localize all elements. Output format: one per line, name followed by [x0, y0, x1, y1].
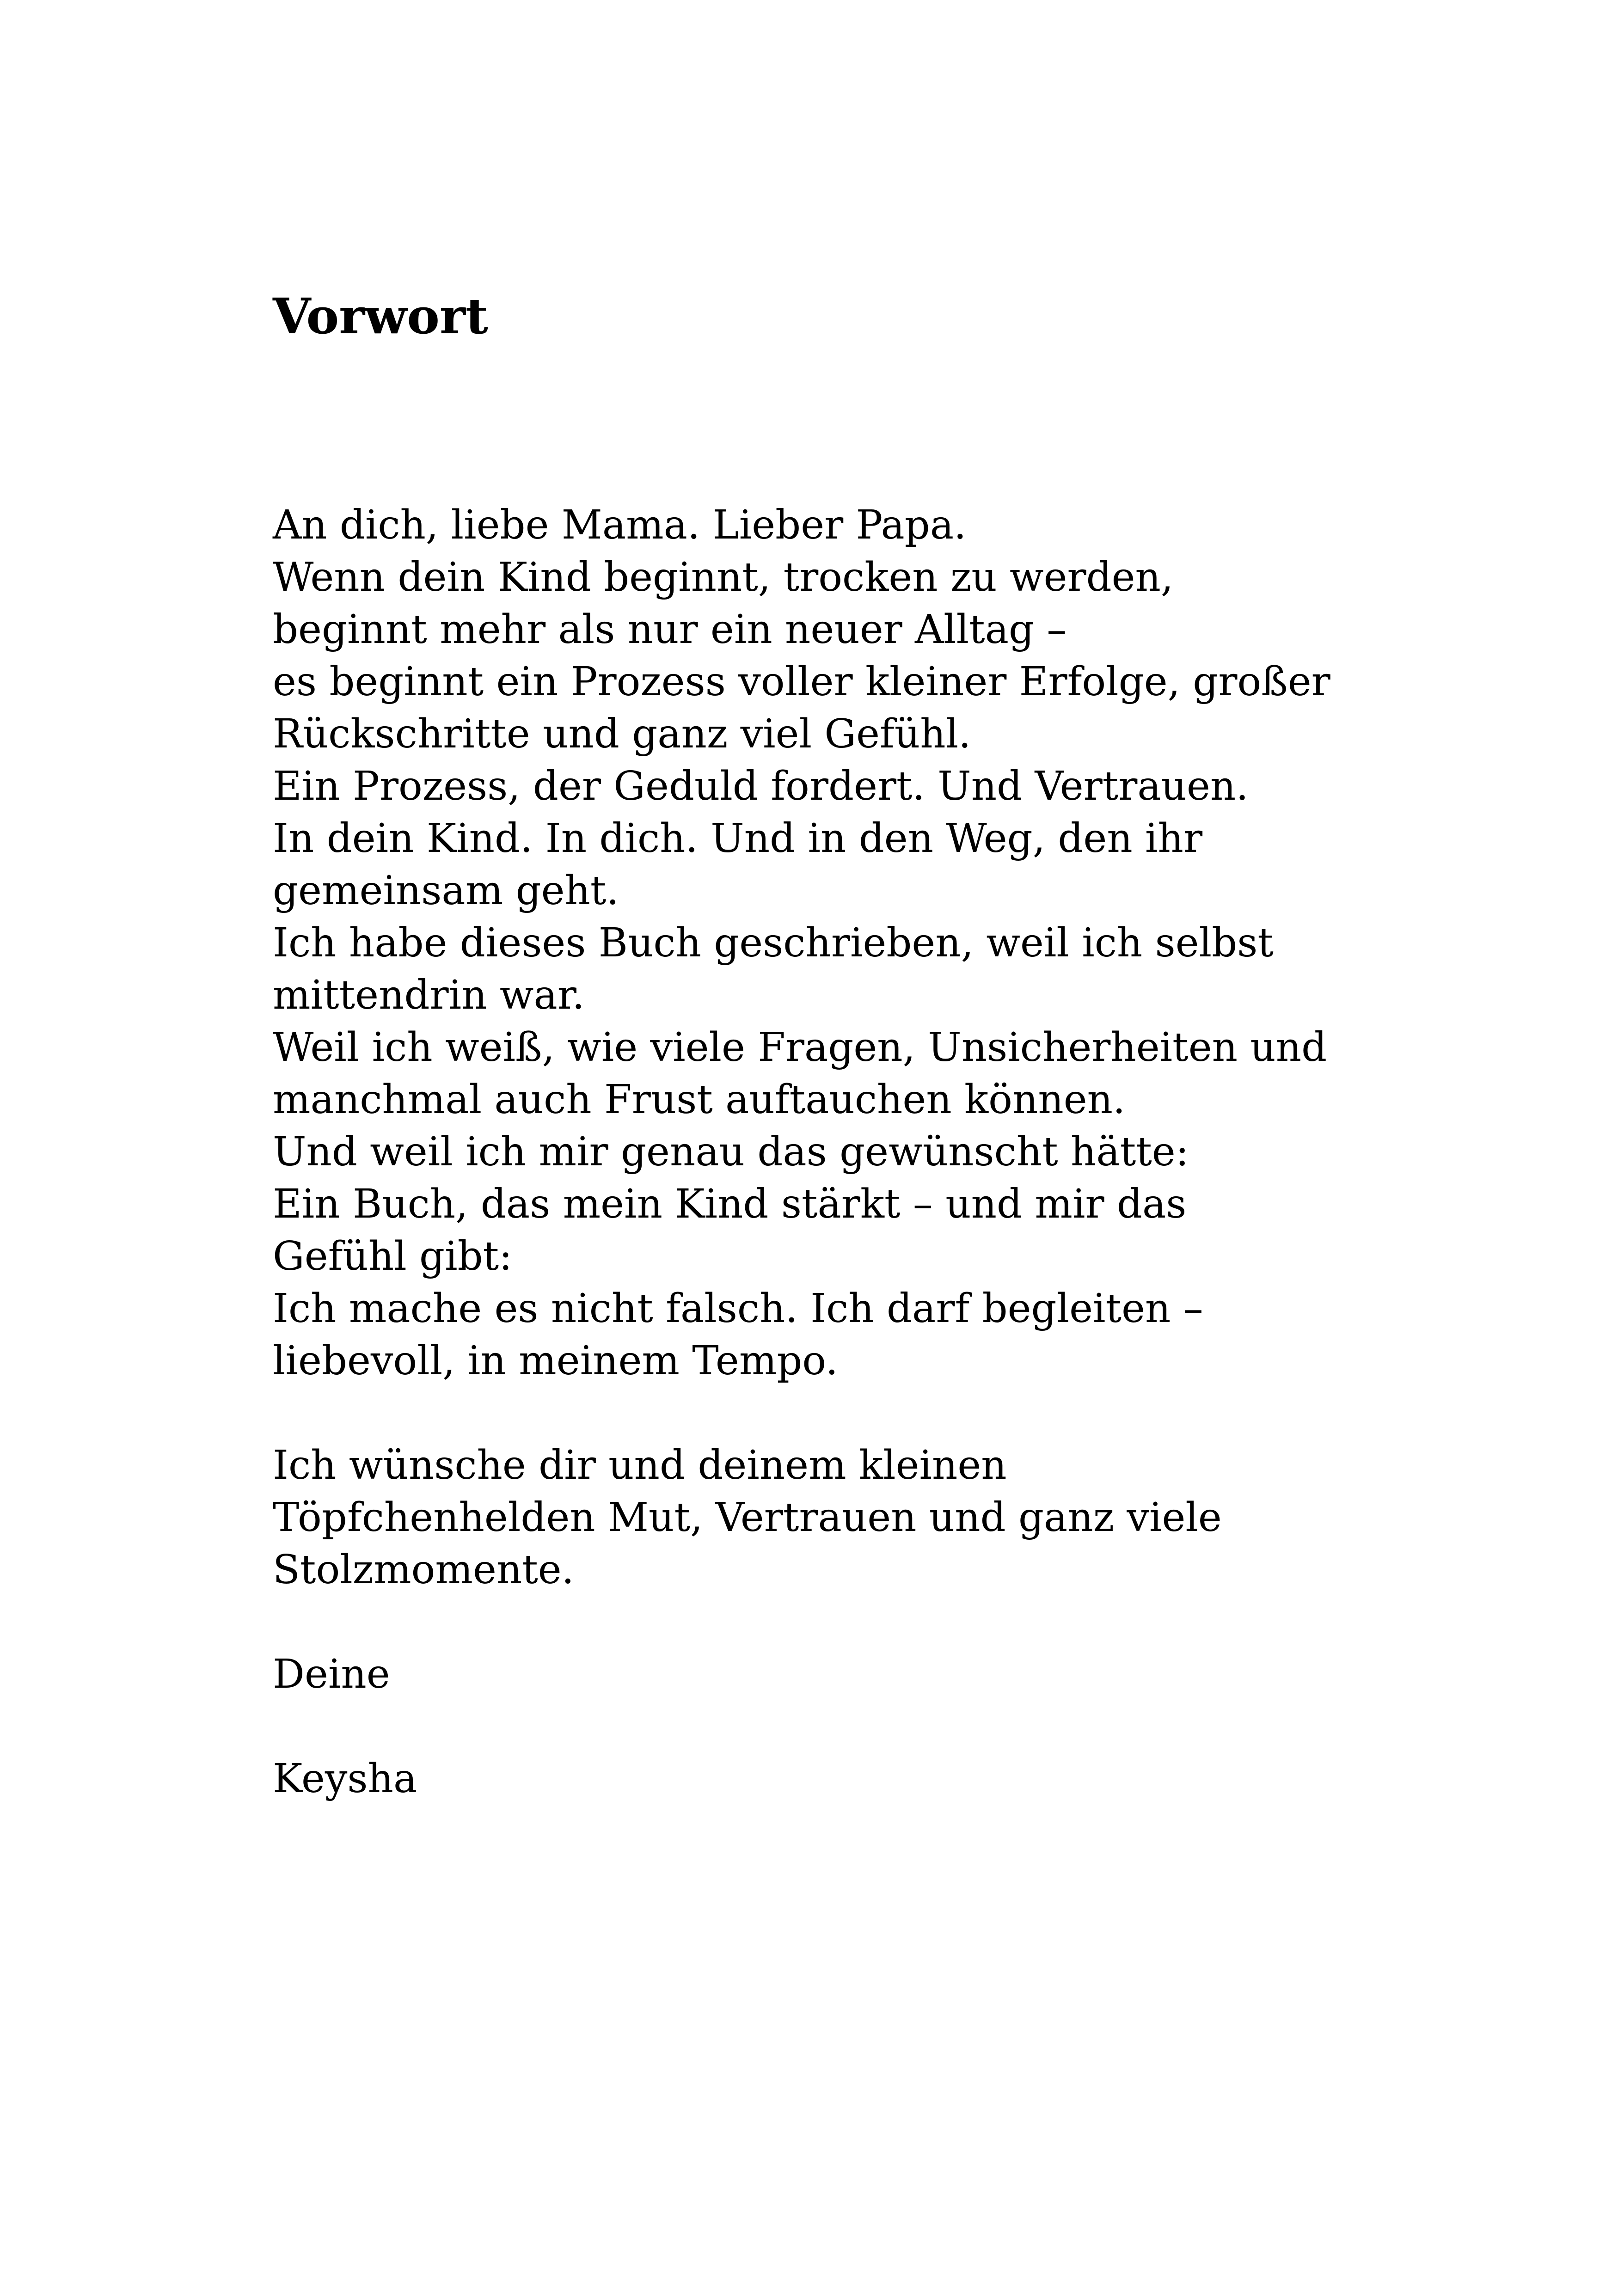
paragraph-spacer	[273, 1701, 1428, 1753]
text-line: es beginnt ein Prozess voller kleiner Erfolge, großer	[273, 659, 1330, 705]
foreword-body	[273, 499, 1428, 1805]
paragraph-spacer	[273, 1596, 1428, 1648]
author-signature: Keysha	[273, 1756, 417, 1802]
text-line: manchmal auch Frust auftauchen können.	[273, 1077, 1126, 1123]
text-line: Rückschritte und ganz viel Gefühl.	[273, 711, 971, 757]
text-line: An dich, liebe Mama. Lieber Papa.	[273, 502, 967, 548]
paragraph-spacer	[273, 1387, 1428, 1439]
text-line: Weil ich weiß, wie viele Fragen, Unsicherheiten und	[273, 1024, 1327, 1071]
paragraph-wishes	[273, 1439, 1428, 1596]
text-line: Wenn dein Kind beginnt, trocken zu werden,	[273, 554, 1174, 600]
text-line: Ein Prozess, der Geduld fordert. Und Vertrauen.	[273, 763, 1249, 809]
text-line: Ich mache es nicht falsch. Ich darf begleiten –	[273, 1286, 1203, 1332]
text-line: Und weil ich mir genau das gewünscht hätte:	[273, 1129, 1189, 1175]
text-line: Ein Buch, das mein Kind stärkt – und mir das	[273, 1181, 1187, 1227]
text-line: mittendrin war.	[273, 972, 585, 1018]
text-line: liebevoll, in meinem Tempo.	[273, 1338, 839, 1384]
text-line: gemeinsam geht.	[273, 868, 619, 914]
page-title: Vorwort	[273, 287, 488, 345]
text-line: Gefühl gibt:	[273, 1233, 513, 1280]
text-line: In dein Kind. In dich. Und in den Weg, den ihr	[273, 815, 1203, 862]
text-line: Ich habe dieses Buch geschrieben, weil ich selbst	[273, 920, 1274, 966]
text-line: Ich wünsche dir und deinem kleinen	[273, 1442, 1007, 1488]
text-line: beginnt mehr als nur ein neuer Alltag –	[273, 606, 1067, 653]
text-line: Stolzmomente.	[273, 1547, 575, 1593]
closing-text: Deine	[273, 1651, 390, 1697]
paragraph-intro	[273, 499, 1428, 1387]
text-line: Töpfchenhelden Mut, Vertrauen und ganz viele	[273, 1494, 1222, 1541]
